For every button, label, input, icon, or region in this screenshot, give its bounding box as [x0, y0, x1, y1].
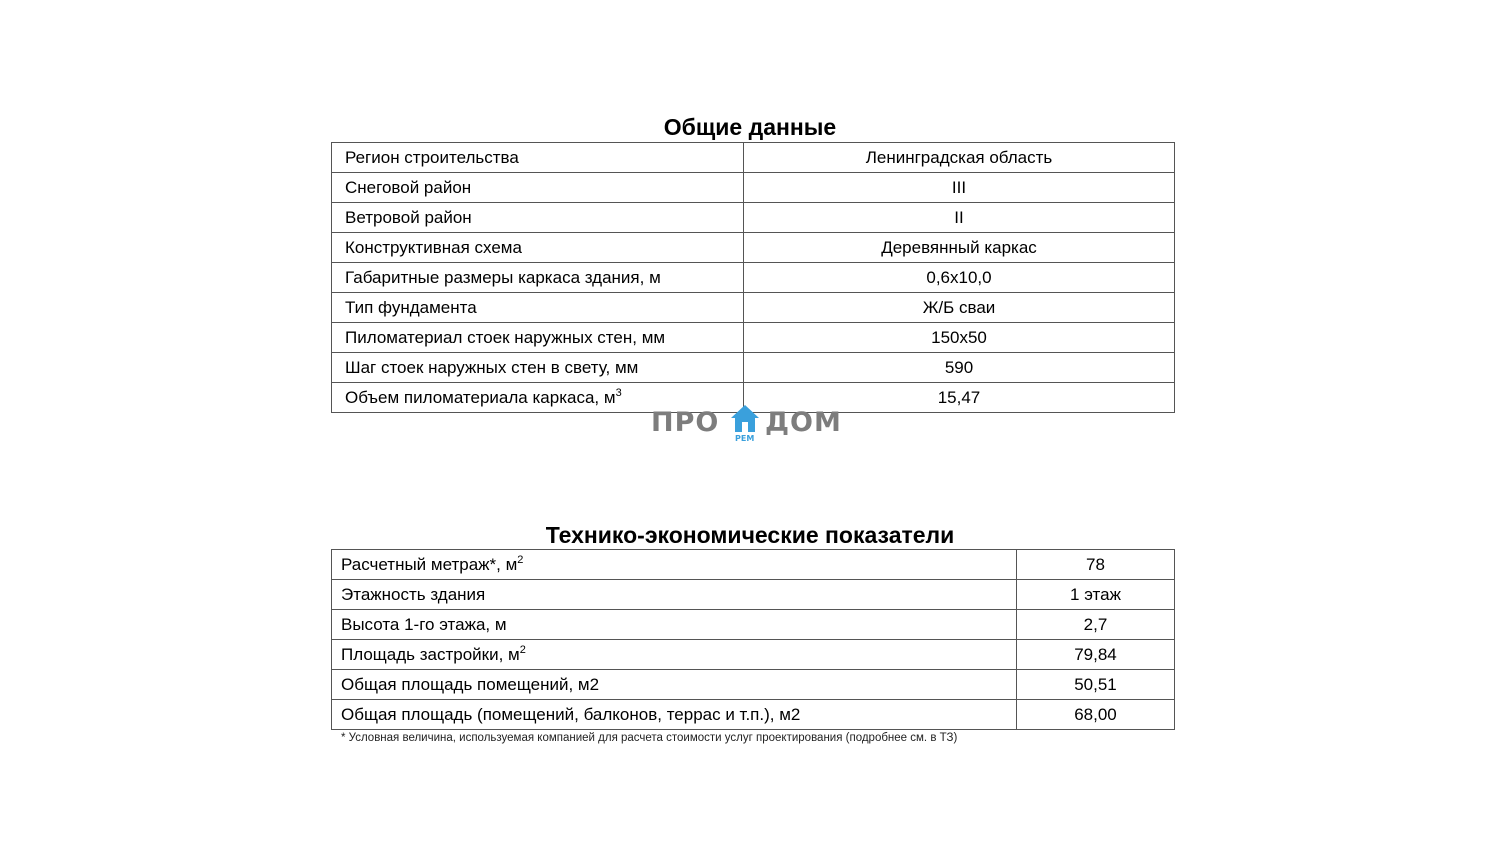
row-label: Габаритные размеры каркаса здания, м	[332, 263, 744, 293]
row-label: Ветровой район	[332, 203, 744, 233]
row-label: Тип фундамента	[332, 293, 744, 323]
general-data-table	[331, 142, 1175, 413]
row-value: 15,47	[744, 383, 1175, 413]
superscript: 3	[615, 387, 622, 399]
footnote: * Условная величина, используемая компанией для расчета стоимости услуг проектирования (подробнее см. в ТЗ)	[341, 732, 958, 744]
table-row	[332, 700, 1175, 730]
row-value: 150x50	[744, 323, 1175, 353]
table-row	[332, 580, 1175, 610]
indicators-table	[331, 549, 1175, 730]
table-row	[332, 550, 1175, 580]
indicators-title: Технико-экономические показатели	[545, 522, 955, 548]
row-label-cell	[332, 640, 1017, 670]
row-label: Объем пиломатериала каркаса, м	[345, 388, 616, 407]
row-value: 2,7	[1017, 610, 1175, 640]
row-value: Деревянный каркас	[744, 233, 1175, 263]
table-row	[332, 670, 1175, 700]
superscript: 2	[519, 644, 526, 656]
row-label: Пиломатериал стоек наружных стен, мм	[332, 323, 744, 353]
table-row	[332, 640, 1175, 670]
superscript: 2	[517, 554, 524, 566]
row-label: Снеговой район	[332, 173, 744, 203]
row-value: II	[744, 203, 1175, 233]
watermark-right-text: ДОМ	[765, 407, 842, 438]
row-value: Ж/Б сваи	[744, 293, 1175, 323]
row-value: Ленинградская область	[744, 143, 1175, 173]
house-icon	[730, 404, 760, 434]
table-row	[332, 353, 1175, 383]
table-row	[332, 610, 1175, 640]
row-value: 79,84	[1017, 640, 1175, 670]
table-row	[332, 263, 1175, 293]
row-label: Конструктивная схема	[332, 233, 744, 263]
row-label: Площадь застройки, м	[341, 645, 520, 664]
row-value: III	[744, 173, 1175, 203]
row-label: Шаг стоек наружных стен в свету, мм	[332, 353, 744, 383]
table-row	[332, 203, 1175, 233]
row-value: 78	[1017, 550, 1175, 580]
table-row	[332, 233, 1175, 263]
row-label: Общая площадь (помещений, балконов, террас и т.п.), м2	[332, 700, 1017, 730]
table-row	[332, 293, 1175, 323]
watermark-left-text: ПРО	[651, 407, 720, 438]
row-label: Этажность здания	[332, 580, 1017, 610]
row-label: Высота 1-го этажа, м	[332, 610, 1017, 640]
row-value: 1 этаж	[1017, 580, 1175, 610]
watermark-small-text: РЕМ	[735, 434, 755, 443]
row-label: Расчетный метраж*, м	[341, 555, 518, 574]
row-value: 50,51	[1017, 670, 1175, 700]
row-value: 68,00	[1017, 700, 1175, 730]
table-row	[332, 143, 1175, 173]
row-value: 590	[744, 353, 1175, 383]
row-label-cell	[332, 550, 1017, 580]
general-data-title: Общие данные	[663, 114, 837, 140]
table-row	[332, 323, 1175, 353]
row-label: Общая площадь помещений, м2	[332, 670, 1017, 700]
watermark-logo	[651, 404, 851, 446]
row-label: Регион строительства	[332, 143, 744, 173]
table-row	[332, 173, 1175, 203]
row-value: 0,6x10,0	[744, 263, 1175, 293]
